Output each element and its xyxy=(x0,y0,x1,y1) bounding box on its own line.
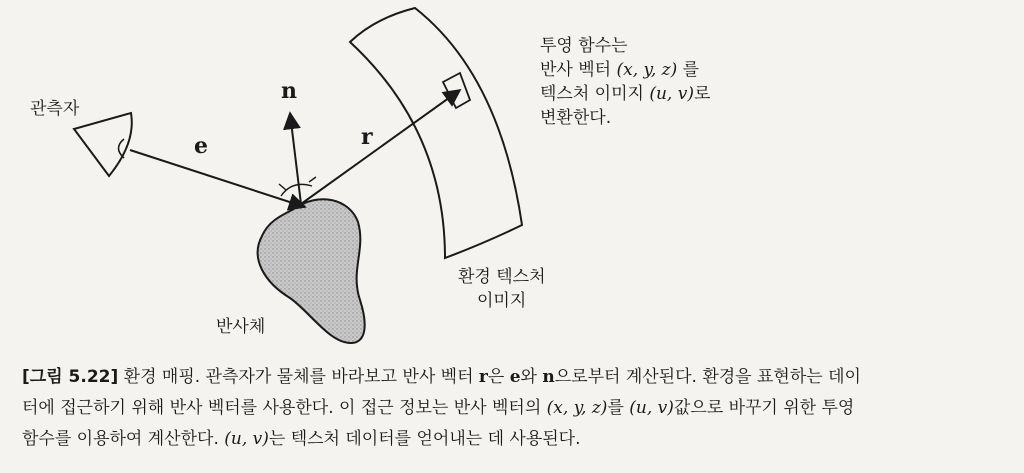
texture-sample-square xyxy=(443,73,470,108)
eye-vector-label: e xyxy=(194,133,208,159)
caption-line-1: [그림 5.22] 환경 매핑. 관측자가 물체를 바라보고 반사 벡터 r은 e와 n으로부터 계산된다. 환경을 표현하는 데이 xyxy=(22,367,861,387)
observer-icon xyxy=(74,113,132,176)
note-line-1: 투영 함수는 xyxy=(540,36,628,56)
environment-texture-surface xyxy=(350,8,522,258)
note-line-4: 변환한다. xyxy=(540,108,612,128)
reflector-label: 반사체 xyxy=(216,317,266,337)
angle-tick-2 xyxy=(309,177,316,182)
observer-label: 관측자 xyxy=(30,99,80,119)
projection-note xyxy=(540,34,710,130)
reflector-object xyxy=(258,199,365,343)
note-xyz: (x, y, z) xyxy=(616,60,678,80)
figure-caption xyxy=(22,362,1007,455)
reflection-vector-label: r xyxy=(361,124,373,150)
note-uv: (u, v) xyxy=(649,84,694,104)
normal-vector-arrow xyxy=(290,113,301,204)
angle-tick-1 xyxy=(279,184,286,190)
eye-vector-arrow xyxy=(130,150,305,207)
figure-number: [그림 5.22] xyxy=(22,367,119,387)
environment-texture-label-line2: 이미지 xyxy=(477,291,527,311)
note-line-3: 텍스처 이미지 (u, v)로 xyxy=(540,84,711,104)
normal-vector-label: n xyxy=(281,78,297,104)
note-line-2: 반사 벡터 (x, y, z) 를 xyxy=(540,60,700,80)
caption-line-3: 함수를 이용하여 계산한다. (u, v)는 텍스처 데이터를 얻어내는 데 사용된다. xyxy=(22,429,581,449)
caption-line-2: 터에 접근하기 위해 반사 벡터를 사용한다. 이 접근 정보는 반사 벡터의 (x, y, z)를 (u, v)값으로 바꾸기 위한 투영 xyxy=(22,398,855,418)
environment-texture-label-line1: 환경 텍스처 xyxy=(458,267,546,287)
